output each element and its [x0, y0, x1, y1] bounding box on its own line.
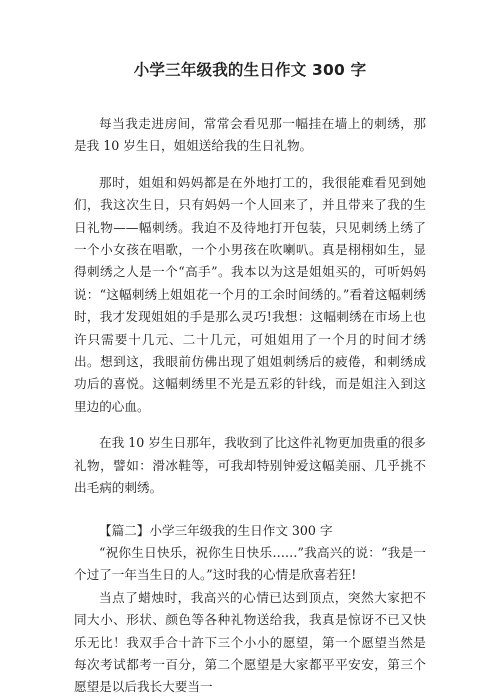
article-title: 小学三年级我的生日作文 300 字: [133, 61, 367, 79]
paragraph-4: “祝你生日快乐，祝你生日快乐……”我高兴的说：“我是一个过了一年当生日的人。”这时我的心情是欣喜若狂!: [74, 544, 426, 583]
paragraph-1: 每当我走进房间，常常会看见那一幅挂在墙上的刺绣，那是我 10 岁生日，姐姐送给我的生日礼物。: [74, 116, 426, 154]
paragraph-2: 那时，姐姐和妈妈都是在外地打工的，我很能难看见到她们，我这次生日，只有妈妈一个人回来了，并且带来了我的生日礼物——幅刺绣。我迫不及待地打开包装，只见刺绣上绣了一个小女孩在唱歌，一个小男孩在吹喇叭。真是栩栩如生，显得刺绣之人是一个“高手”。我本以为这是姐姐买的，可听妈妈说：“这幅刺绣上姐姐花一个月的工余时间绣的。”看着这幅刺绣时，我才发现姐姐的手是那么灵巧!我想：这幅刺绣在市场上也许只需要十几元、二十几元，可姐姐用了一个月的时间才绣出。想到这，我眼前仿佛出现了姐姐刺绣后的疲倦，和刺绣成功后的喜悦。这幅刺绣里不光是五彩的针线，而是姐注入到这里边的心血。: [74, 174, 426, 414]
article-body: [74, 113, 426, 699]
section-heading: 【篇二】小学三年级我的生日作文 300 字: [99, 522, 333, 538]
paragraph-5: 当点了蜡烛时，我高兴的心情已达到顶点，突然大家把不同大小、形状、颜色等各种礼物送给我，我真是惊讶不已又快乐无比！我双手合十許下三个小小的愿望，第一个愿望当然是每次考试都考一百分，第二个愿望是大家都平平安安，第三个愿望是以后我长大要当一: [74, 589, 426, 695]
paragraph-3: 在我 10 岁生日那年，我收到了比这件礼物更加贵重的很多礼物，譬如：滑冰鞋等，可我却特别钟爱这幅美丽、几乎挑不出毛病的刺绣。: [74, 435, 426, 496]
